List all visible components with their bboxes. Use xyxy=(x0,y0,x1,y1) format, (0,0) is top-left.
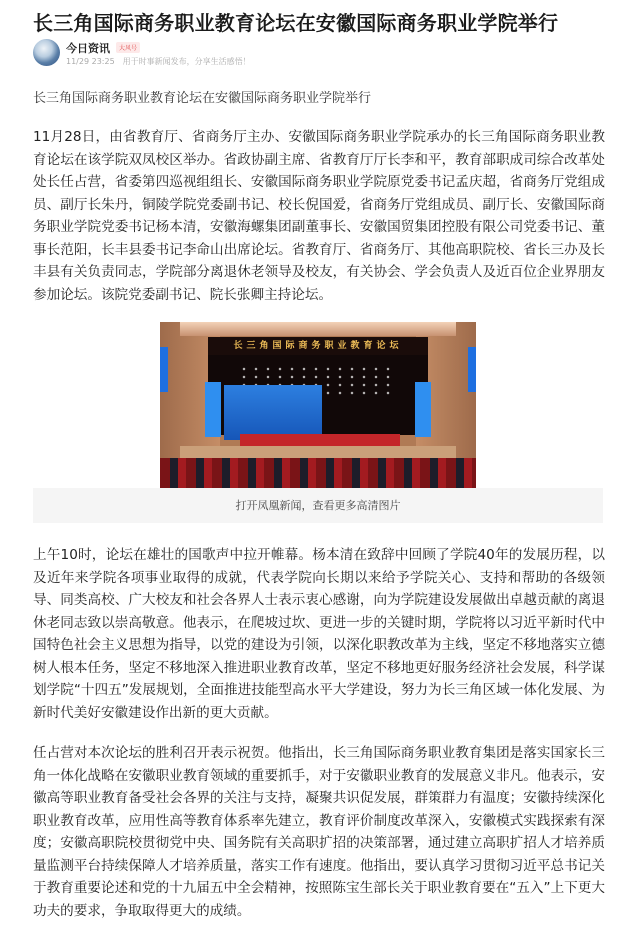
avatar-icon[interactable] xyxy=(33,39,60,66)
article-paragraph: 任占营对本次论坛的胜利召开表示祝贺。他指出，长三角国际商务职业教育集团是落实国家长三角一体化战略在安徽职业教育领域的重要抓手，对于安徽职业教育的发展意义非凡。他表示，安徽高等职业教育备受社会各界的关注与支持，凝聚共识促发展，群策群力有温度；安徽持续深化职业教育改革，应用性高等教育体系率先建立，教育评价制度改革深入，安徽模式实践探索有深度；安徽高职院校贯彻党中央、国务院有关高职扩招的决策部署，通过建立高职扩招人才培养质量监测平台持续保障人才培养质量，落实工作有速度。他指出，要认真学习贯彻习近平总书记关于教育重要论述和党的十九届五中全会精神，按照陈宝生部长关于职业教育要在“五入”上下更大功夫的要求，争取取得更大的成绩。 xyxy=(33,745,605,919)
photo-main-screen xyxy=(224,385,322,440)
publish-timestamp: 11/29 23:25 xyxy=(66,57,115,66)
photo-banner: 长三角国际商务职业教育论坛 xyxy=(208,337,428,355)
photo-podium xyxy=(240,434,400,446)
article-subtitle: 长三角国际商务职业教育论坛在安徽国际商务职业学院举行 xyxy=(33,91,372,106)
photo-audience xyxy=(160,458,476,488)
photo-wall-screen-left xyxy=(160,347,168,392)
photo-caption-link[interactable]: 打开凤凰新闻，查看更多高清图片 xyxy=(33,488,603,523)
author-description: 用于时事新闻发布，分享生活感悟！ xyxy=(122,57,251,66)
author-badge: 大风号 xyxy=(116,42,140,53)
author-name[interactable]: 今日资讯 xyxy=(66,42,110,55)
photo-side-screen-right xyxy=(415,382,431,437)
article-title: 长三角国际商务职业教育论坛在安徽国际商务职业学院举行 xyxy=(33,11,559,35)
photo-ceiling xyxy=(180,322,456,336)
photo-wall-screen-right xyxy=(468,347,476,392)
photo-side-screen-left xyxy=(205,382,221,437)
article-paragraph: 11月28日，由省教育厅、省商务厅主办、安徽国际商务职业学院承办的长三角国际商务职业教育论坛在该学院双凤校区举办。省政协副主席、省教育厅厅长李和平，教育部职成司综合改革处处长任占营，省委第四巡视组组长、安徽国际商务职业学院原党委书记孟庆超，省商务厅党组成员、副厅长朱丹，铜陵学院党委副书记、校长倪国爱，省商务厅党组成员、副厅长、安徽国际商务职业学院党委书记杨本清，安徽海螺集团副董事长、安徽国贸集团控股有限公司党委书记、董事长范阳，长丰县委书记李命山出席论坛。省教育厅、省商务厅、其他高职院校、省长三办及长丰县有关负责同志，学院部分离退休老领导及校友，有关协会、学会负责人及近百位企业界朋友参加论坛。该院党委副书记、院长张卿主持论坛。 xyxy=(33,129,605,303)
author-meta xyxy=(66,56,251,67)
article-photo[interactable] xyxy=(160,322,476,488)
article-paragraph: 上午10时，论坛在雄壮的国歌声中拉开帷幕。杨本清在致辞中回顾了学院40年的发展历程，以及近年来学院各项事业取得的成就，代表学院向长期以来给予学院关心、支持和帮助的各级领导、同类高校、广大校友和社会各界人士表示衷心感谢，向为学院建设发展做出卓越贡献的离退休老同志致以崇高敬意。他表示，在爬坡过坎、更进一步的关键时期，学院将以习近平新时代中国特色社会主义思想为指导，以党的建设为引领，以深化职教改革为主线，坚定不移地落实立德树人根本任务，坚定不移地深入推进职业教育改革，坚定不移地更好服务经济社会发展，科学谋划学院“十四五”发展规划，全面推进技能型高水平大学建设，努力为长三角区域一体化发展、为新时代美好安徽建设作出新的更大贡献。 xyxy=(33,547,605,721)
photo-floor xyxy=(180,446,456,458)
